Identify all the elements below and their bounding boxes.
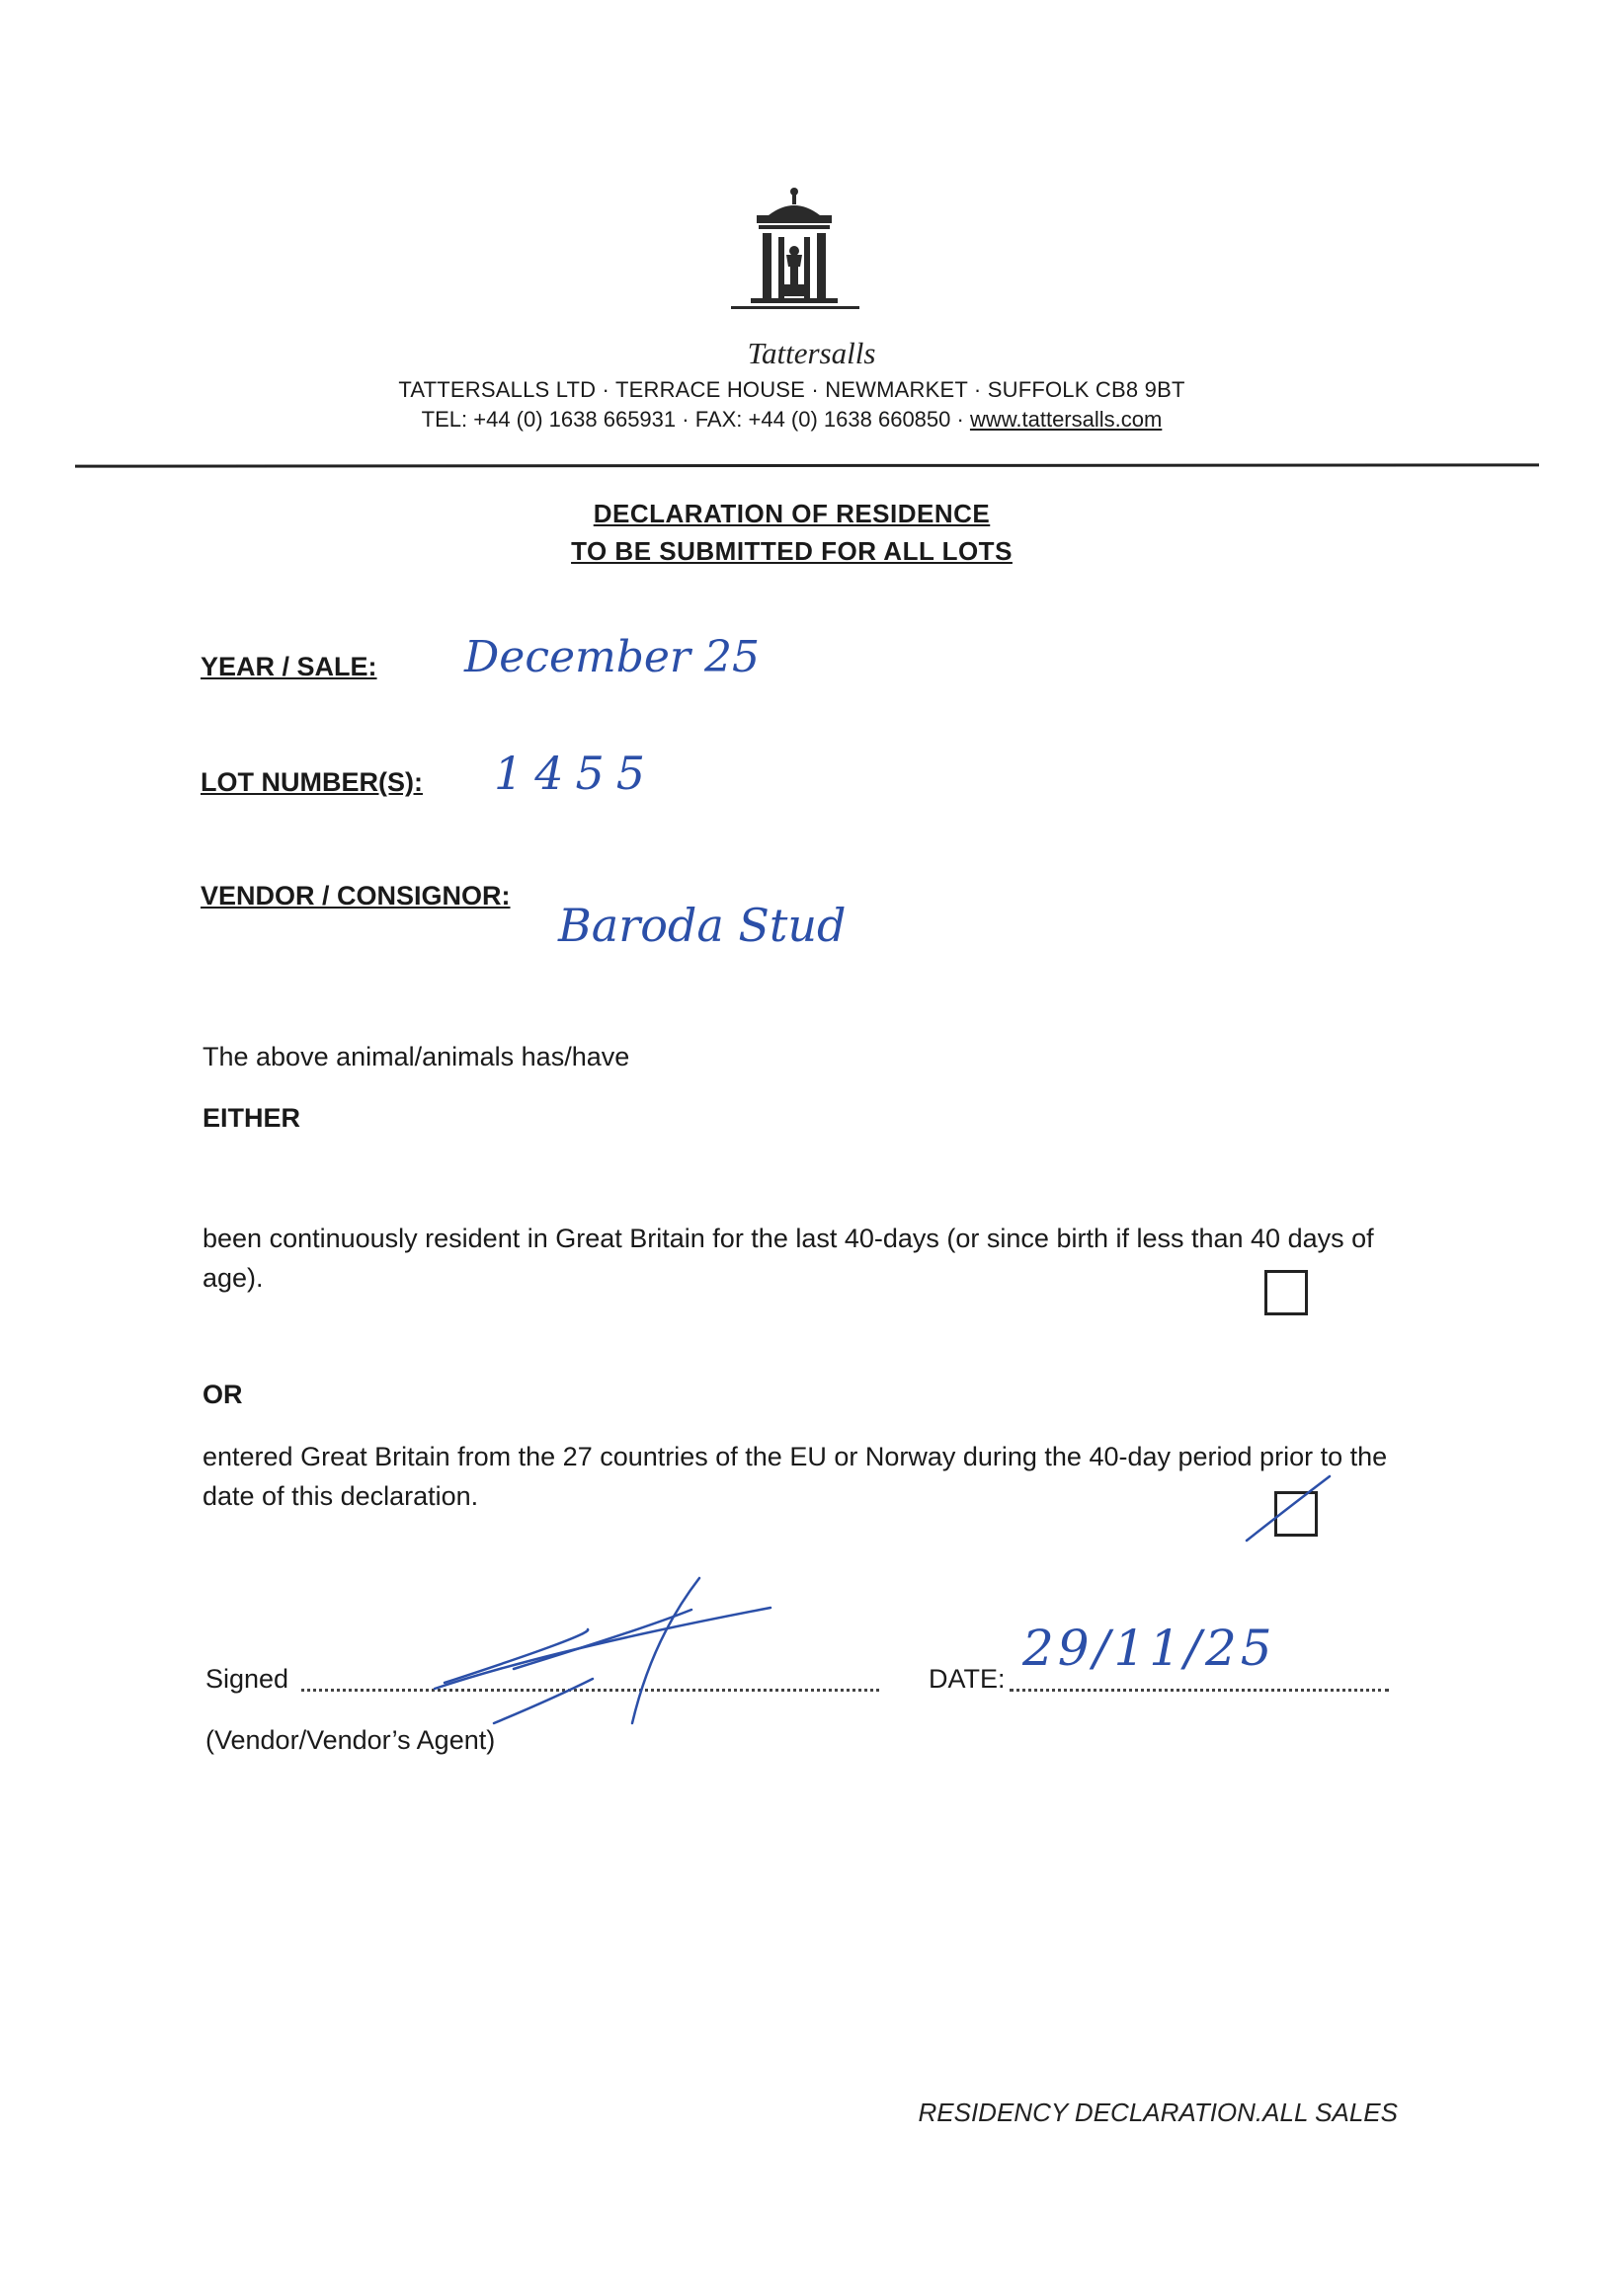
lot-number-value[interactable]: 1455 (494, 747, 658, 800)
option1-checkbox[interactable] (1264, 1270, 1308, 1315)
signature-stroke-3 (514, 1610, 691, 1669)
option1-text: been continuously resident in Great Britain for the last 40-days (or since birth if less than 40 days of age). (203, 1224, 1374, 1293)
header-divider (75, 463, 1539, 467)
signed-label: Signed (205, 1664, 289, 1694)
or-label: OR (203, 1380, 243, 1409)
brand-name: Tattersalls (747, 336, 876, 370)
signature-stroke-2 (445, 1629, 588, 1683)
form-footer: RESIDENCY DECLARATION.ALL SALES (918, 2098, 1398, 2127)
tattersalls-logo (727, 186, 865, 334)
signature-stroke-4 (632, 1578, 699, 1723)
lot-number-label: LOT NUMBER(S): (201, 767, 423, 797)
vendor-label: VENDOR / CONSIGNOR: (201, 881, 511, 910)
date-label: DATE: (929, 1664, 1006, 1694)
form-title: DECLARATION OF RESIDENCE (593, 499, 991, 528)
option2-checkbox[interactable] (1274, 1491, 1318, 1537)
company-address: TATTERSALLS LTD · TERRACE HOUSE · NEWMARKET · SUFFOLK CB8 9BT (398, 377, 1185, 402)
date-line[interactable] (1010, 1689, 1389, 1692)
signature-line[interactable] (301, 1689, 879, 1692)
contact-numbers: TEL: +44 (0) 1638 665931 · FAX: +44 (0) 1638 660850 · (421, 407, 970, 432)
declaration-intro: The above animal/animals has/have (203, 1042, 630, 1071)
option2-text: entered Great Britain from the 27 countries of the EU or Norway during the 40-day period prior to the date of this declaration. (203, 1442, 1388, 1511)
form-subtitle: TO BE SUBMITTED FOR ALL LOTS (571, 536, 1013, 566)
signature-stroke-5 (494, 1679, 593, 1723)
either-label: EITHER (203, 1103, 301, 1133)
website-link[interactable]: www.tattersalls.com (969, 407, 1163, 432)
signature-stroke-1 (435, 1608, 771, 1689)
vendor-agent-note: (Vendor/Vendor’s Agent) (205, 1725, 496, 1755)
date-value[interactable]: 29/11/25 (1022, 1620, 1276, 1677)
vendor-value[interactable]: Baroda Stud (558, 899, 847, 952)
year-sale-label: YEAR / SALE: (201, 652, 377, 681)
year-sale-value[interactable]: December 25 (464, 632, 760, 682)
company-contact (0, 407, 1583, 433)
